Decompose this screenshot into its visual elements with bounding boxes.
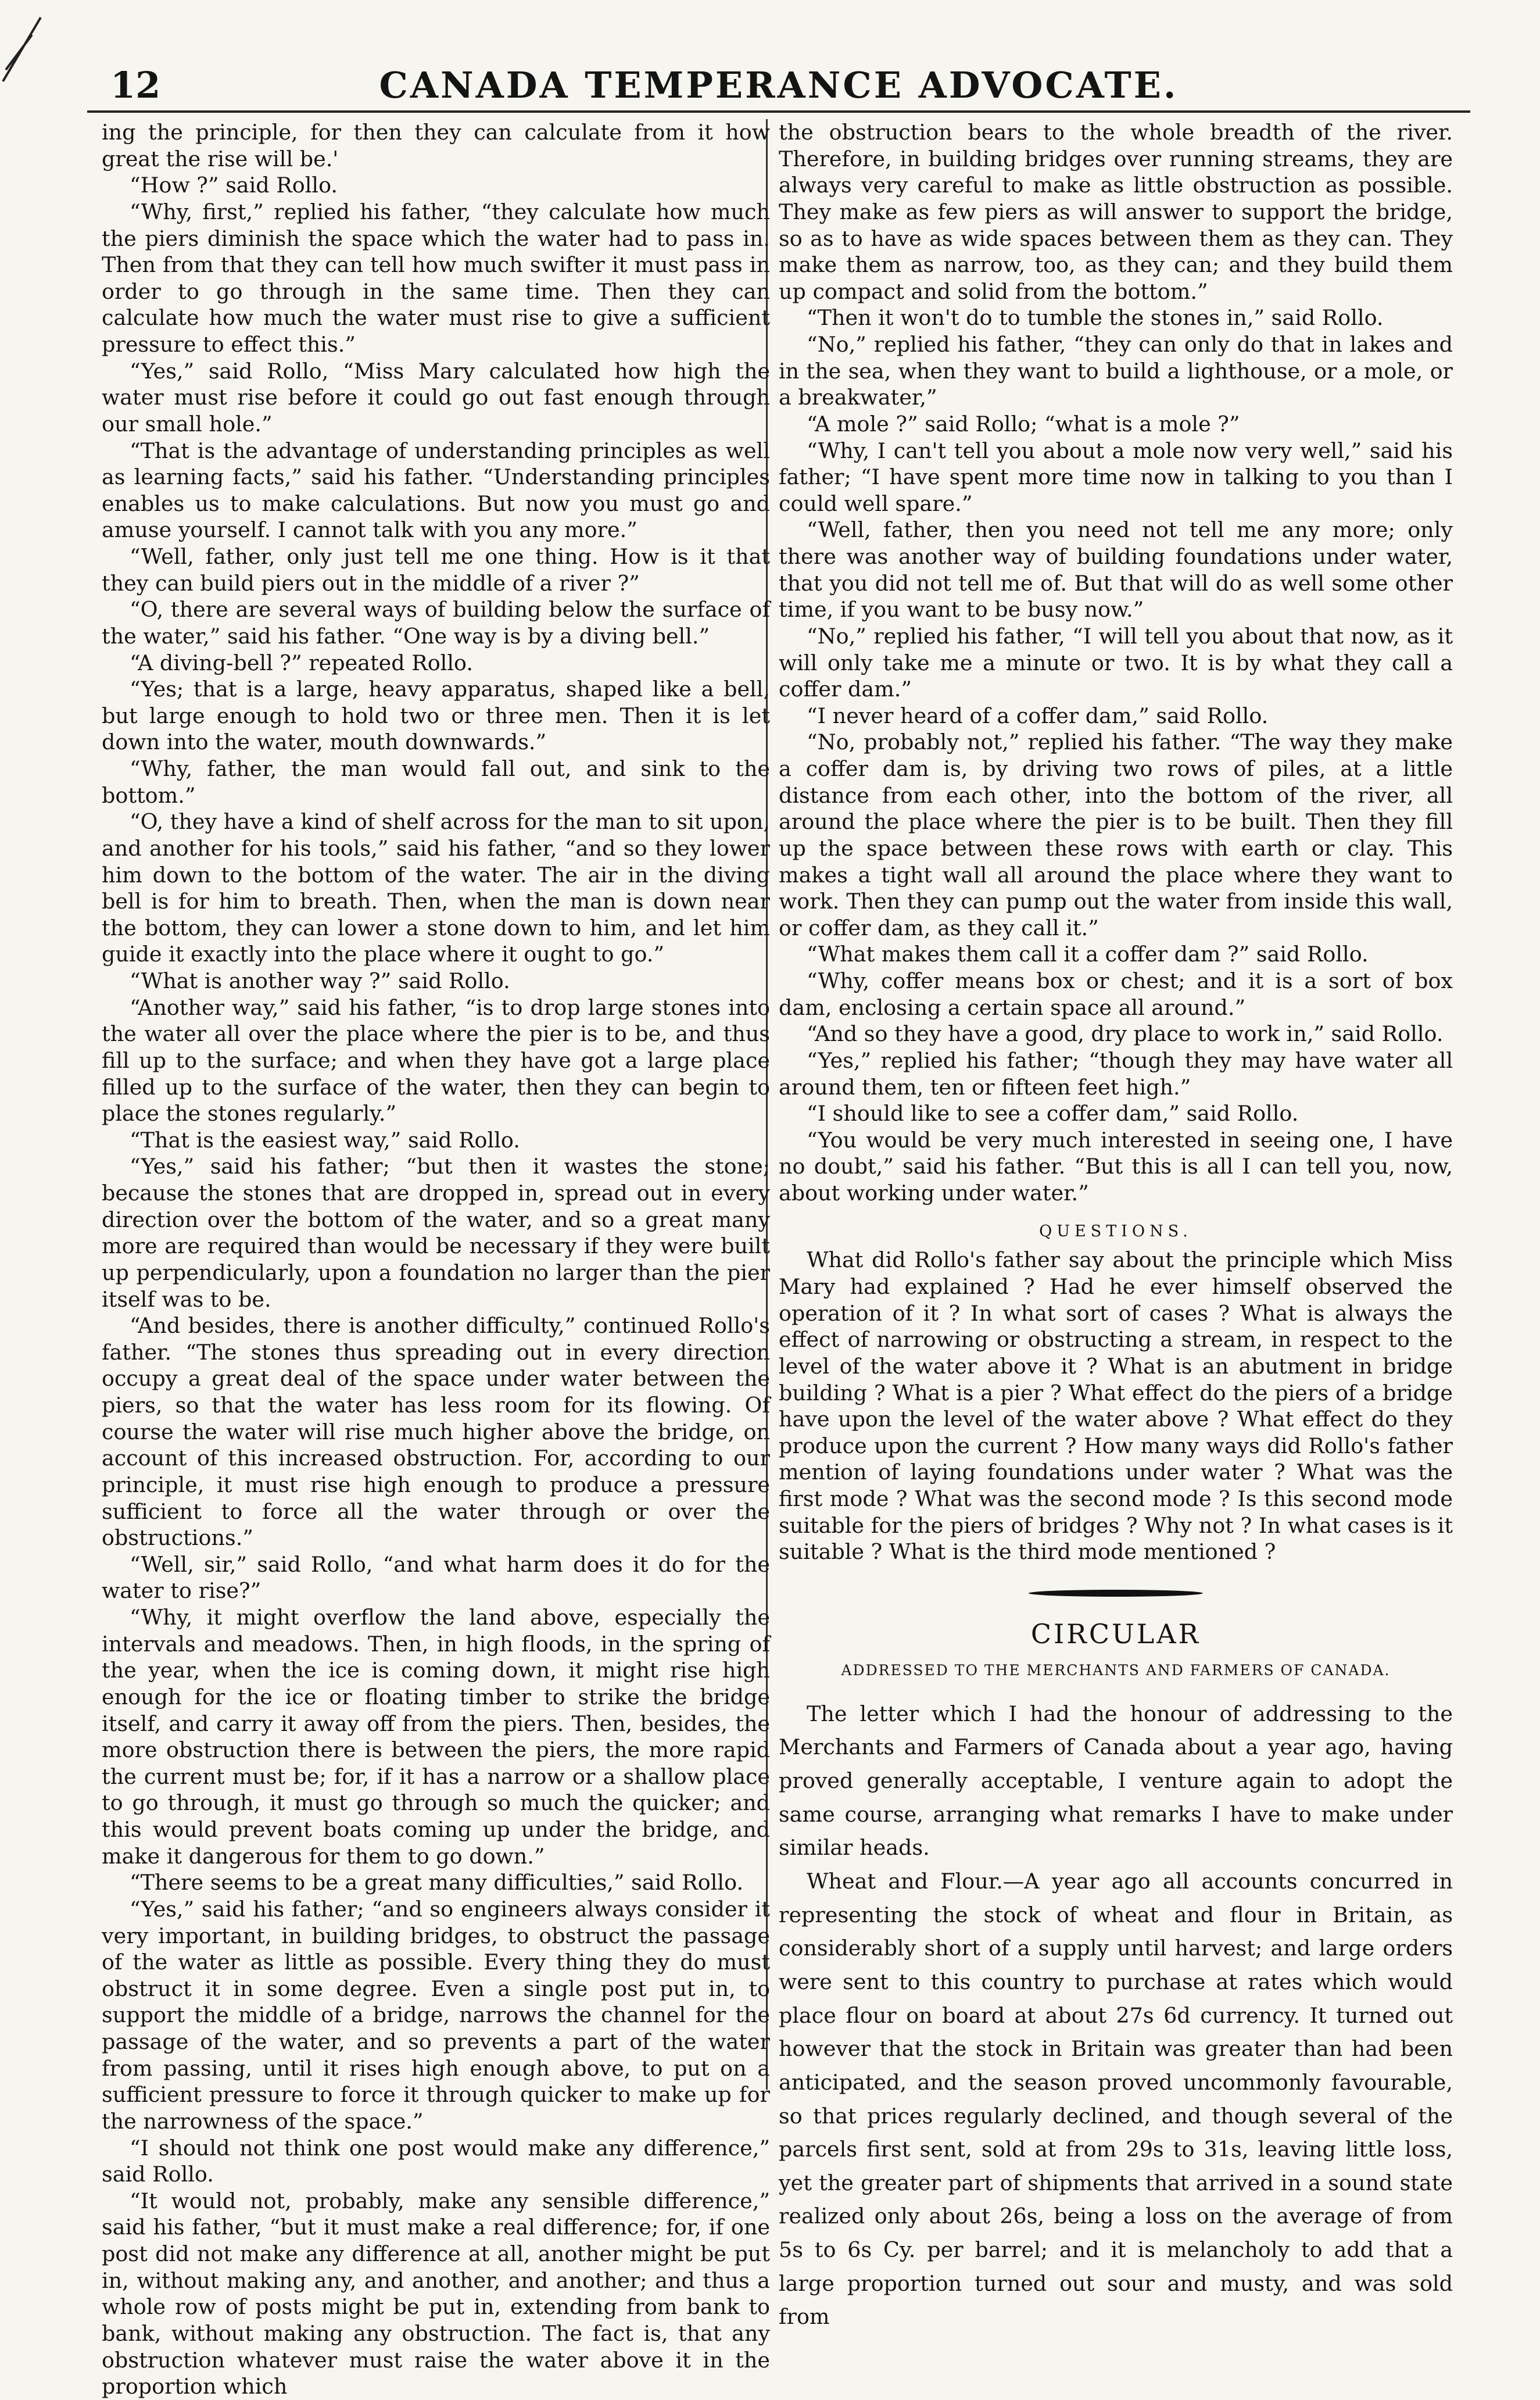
paragraph: the obstruction bears to the whole breadth of the river. Therefore, in building bridges over running streams, they are always very careful to make as little obstruction as possible. They make as few piers as will answer to support the bridge, so as to have as wide spaces between them as they can. They make them as narrow, too, as they can; and they build them up compact and solid from the bottom.” (779, 120, 1453, 304)
paragraph: “What is another way ?” said Rollo. (130, 968, 510, 993)
paragraph: “Another way,” said his father, “is to drop large stones into the water all over the place where the pier is to be, and thus fill up to the surface; and when they have got a large place filled up to the surface of the water, then they can begin to place the stones regularly.” (102, 995, 770, 1126)
paragraph: “You would be very much interested in seeing one, I have no doubt,” said his father. “But this is all I can tell you, now, about working under water.” (779, 1127, 1453, 1206)
paragraph: “Yes,” said Rollo, “Miss Mary calculated how high the water must rise before it could go out fast enough through our small hole.” (102, 358, 770, 437)
paragraph: The letter which I had the honour of addressing to the Merchants and Farmers of Canada about a year ago, having proved generally acceptable, I venture again to adopt the same course, arranging what remarks I have to make under similar heads. (779, 1701, 1453, 1861)
ornamental-rule (1029, 1590, 1203, 1597)
questions-text: What did Rollo's father say about the principle which Miss Mary had explained ? Had he ever himself observed the operation of it ? In what sort of cases ? What is always the effect of narrowing or obstructing a stream, in respect to the level of the water above it ? What is an abutment in bridge building ? What is a pier ? What effect do the piers of a bridge have upon the level of the water above ? What effect do they produce upon the current ? How many ways did Rollo's father mention of laying foundations under water ? What was the first mode ? What was the second mode ? Is this second mode suitable for the piers of bridges ? Why not ? In what cases is it suitable ? What is the third mode mentioned ? (779, 1247, 1453, 1565)
page-header (87, 58, 1470, 113)
paragraph: “Why, first,” replied his father, “they calculate how much the piers diminish the space which the water had to pass in. Then from that they can tell how much swifter it must pass in order to go through in the same time. Then they can calculate how much the water must rise to give a sufficient pressure to effect this.” (102, 199, 770, 357)
paragraph: “I never heard of a coffer dam,” said Rollo. (807, 703, 1269, 728)
journal-title: CANADA TEMPERANCE ADVOCATE. (379, 64, 1179, 106)
paragraph: “Yes,” said his father; “but then it wastes the stone; because the stones that are dropped in, spread out in every direction over the bottom of the water, and so a great many more are required than would be necessary if they were built up perpendicularly, upon a foundation no larger than the pier itself was to be. (102, 1154, 770, 1312)
paragraph: “Well, father, only just tell me one thing. How is it that they can build piers out in the middle of a river ?” (102, 544, 770, 596)
paragraph: “How ?” said Rollo. (130, 173, 338, 198)
paragraph: “Then it won't do to tumble the stones in,” said Rollo. (807, 305, 1384, 331)
questions-heading: QUESTIONS. (1039, 1222, 1192, 1240)
page-number: 12 (110, 64, 161, 106)
paragraph: “Yes,” replied his father; “though they may have water all around them, ten or fifteen feet high.” (779, 1047, 1453, 1100)
paragraph: “Why, I can't tell you about a mole now very well,” said his father; “I have spent more time now in talking to you than I could well spare.” (779, 438, 1453, 516)
paragraph: ing the principle, for then they can calculate from it how great the rise will be.' (102, 120, 770, 171)
paragraph: “I should not think one post would make any difference,” said Rollo. (102, 2135, 770, 2187)
paragraph: “No, probably not,” replied his father. “The way they make a coffer dam is, by driving two rows of piles, at a little distance from each other, into the bottom of the river, all around the place where the pier is to be built. Then they fill up the space between these rows with earth or clay. This makes a tight wall all around the place where they want to work. Then they can pump out the water from inside this wall, or coffer dam, as they call it.” (779, 729, 1453, 940)
paragraph: “Why, coffer means box or chest; and it is a sort of box dam, enclosing a certain space all around.” (779, 968, 1453, 1020)
paragraph: “O, they have a kind of shelf across for the man to sit upon, and another for his tools,” said his father, “and so they lower him down to the bottom of the water. The air in the diving bell is for him to breath. Then, when the man is down near the bottom, they can lower a stone down to him, and let him guide it exactly into the place where it ought to go.” (102, 809, 770, 967)
right-column (779, 119, 1453, 2330)
paragraph: “I should like to see a coffer dam,” said Rollo. (807, 1101, 1299, 1126)
left-column (102, 119, 770, 2399)
paragraph: Wheat and Flour.—A year ago all accounts concurred in representing the stock of wheat and flour in Britain, as considerably short of a supply until harvest; and large orders were sent to this country to purchase at rates which would place flour on board at about 27s 6d currency. It turned out however that the stock in Britain was greater than had been anticipated, and the season proved uncommonly favourable, so that prices regularly declined, and though several of the parcels first sent, sold at from 29s to 31s, leaving little loss, yet the greater part of shipments that arrived in a sound state realized only about 26s, being a loss on the average of from 5s to 6s Cy. per barrel; and it is melancholy to add that a large proportion turned out sour and musty, and was sold from (779, 1868, 1453, 2330)
corner-scribble-mark (0, 0, 70, 87)
paragraph: “And besides, there is another difficulty,” continued Rollo's father. “The stones thus spreading out in every direction occupy a great deal of the space under water between the piers, so that the water has less room for its flowing. Of course the water will rise much higher above the bridge, on account of this increased obstruction. For, according to our principle, it must rise high enough to produce a pressure sufficient to force all the water through or over the obstructions.” (102, 1313, 770, 1551)
paragraph: “Yes,” said his father; “and so engineers always consider it very important, in building bridges, to obstruct the passage of the water as little as possible. Every thing they do must obstruct it in some degree. Even a single post put in, to support the middle of a bridge, narrows the channel for the passage of the water, and so prevents a part of the water from passing, until it rises high enough above, to put on a sufficient pressure to force it through quicker to make up for the narrowness of the space.” (102, 1896, 770, 2134)
paragraph: “And so they have a good, dry place to work in,” said Rollo. (807, 1021, 1444, 1047)
paragraph: “It would not, probably, make any sensible difference,” said his father, “but it must make a real difference; for, if one post did not make any difference at all, another might be put in, without making any, and another, and another; and thus a whole row of posts might be put in, extending from bank to bank, without making any obstruction. The fact is, that any obstruction whatever must raise the water above it in the proportion which (102, 2188, 770, 2399)
paragraph: “That is the advantage of understanding principles as well as learning facts,” said his father. “Understanding principles enables us to make calculations. But now you must go and amuse yourself. I cannot talk with you any more.” (102, 438, 770, 543)
paragraph: “Why, father, the man would fall out, and sink to the bottom.” (102, 756, 770, 808)
paragraph: “Why, it might overflow the land above, especially the intervals and meadows. Then, in high floods, in the spring of the year, when the ice is coming down, it might rise high enough for the ice or floating timber to strike the bridge itself, and carry it away off from the piers. Then, besides, the more obstruction there is between the piers, the more rapid the current must be; for, if it has a narrow or a shallow place to go through, it must go through so much the quicker; and this would prevent boats coming up under the bridge, and make it dangerous for them to go down.” (102, 1605, 770, 1869)
circular-subtitle: ADDRESSED TO THE MERCHANTS AND FARMERS OF CANADA. (841, 1662, 1391, 1679)
paragraph: “A diving-bell ?” repeated Rollo. (130, 650, 473, 675)
paragraph: “No,” replied his father, “they can only do that in lakes and in the sea, when they want to build a lighthouse, or a mole, or a breakwater,” (779, 332, 1453, 410)
paragraph: “That is the easiest way,” said Rollo. (130, 1127, 520, 1153)
paragraph: “A mole ?” said Rollo; “what is a mole ?” (807, 411, 1240, 437)
paragraph: “There seems to be a great many difficulties,” said Rollo. (130, 1870, 744, 1895)
paragraph: “Well, sir,” said Rollo, “and what harm does it do for the water to rise?” (102, 1551, 770, 1604)
paragraph: “No,” replied his father, “I will tell you about that now, as it will only take me a minute or two. It is by what they call a coffer dam.” (779, 623, 1453, 702)
paragraph: “O, there are several ways of building below the surface of the water,” said his father. “One way is by a diving bell.” (102, 597, 770, 649)
paragraph: “Yes; that is a large, heavy apparatus, shaped like a bell, but large enough to hold two or three men. Then it is let down into the water, mouth downwards.” (102, 677, 770, 755)
paragraph: “Well, father, then you need not tell me any more; only there was another way of building foundations under water, that you did not tell me of. But that will do as well some other time, if you want to be busy now.” (779, 517, 1453, 623)
circular-title: CIRCULAR (1030, 1618, 1201, 1650)
paragraph: “What makes them call it a coffer dam ?” said Rollo. (807, 942, 1369, 967)
